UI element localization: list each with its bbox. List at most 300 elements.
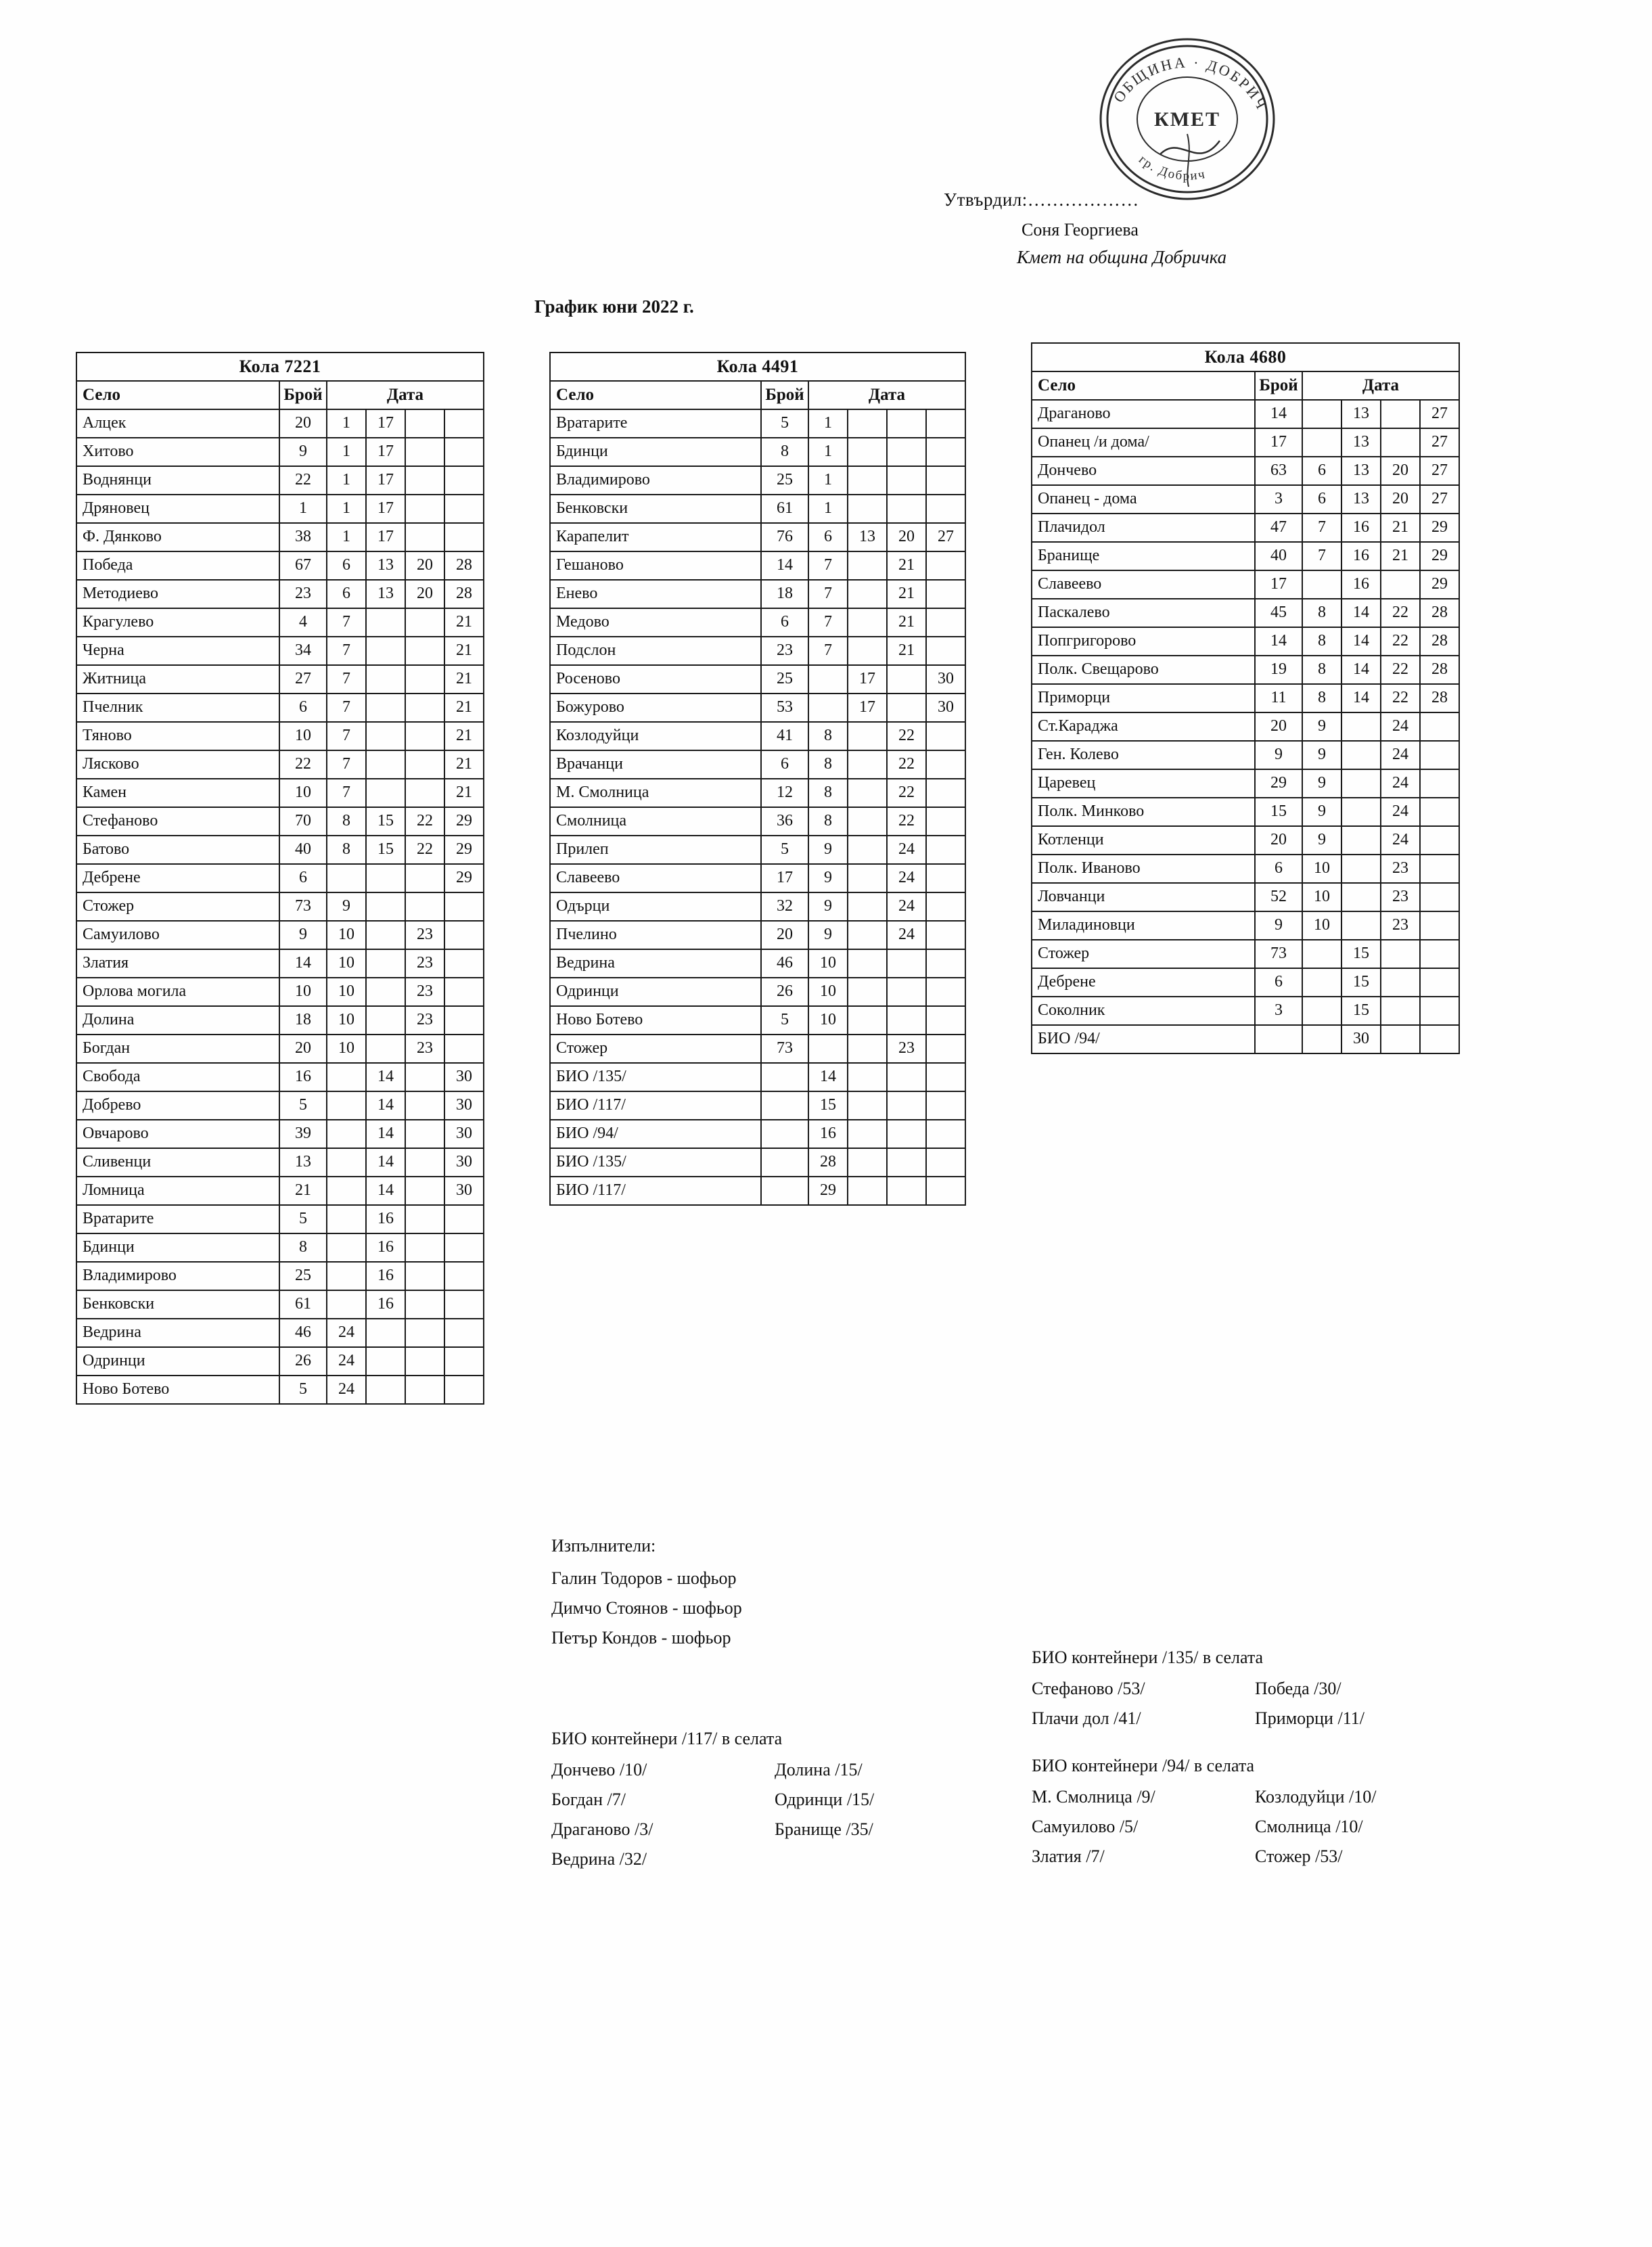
cell-date bbox=[366, 921, 405, 949]
table-row bbox=[76, 409, 484, 438]
bio-117-left: Драганово /3/ bbox=[551, 1819, 653, 1839]
cell-count: 47 bbox=[1255, 514, 1302, 542]
cell-date bbox=[1420, 968, 1459, 997]
cell-date bbox=[405, 694, 444, 722]
table-row bbox=[550, 807, 965, 836]
cell-date: 29 bbox=[444, 864, 484, 892]
cell-date bbox=[1341, 798, 1381, 826]
cell-date bbox=[848, 978, 887, 1006]
cell-date: 21 bbox=[444, 608, 484, 637]
cell-date: 22 bbox=[887, 722, 926, 750]
cell-village: Вратарите bbox=[550, 409, 761, 438]
cell-date bbox=[1381, 1025, 1420, 1053]
cell-village: Ф. Дянково bbox=[76, 523, 279, 551]
cell-date: 22 bbox=[1381, 599, 1420, 627]
cell-date bbox=[327, 864, 366, 892]
cell-count: 45 bbox=[1255, 599, 1302, 627]
bio-94-right: Стожер /53/ bbox=[1255, 1846, 1343, 1866]
cell-village: Ново Ботево bbox=[76, 1376, 279, 1404]
cell-date: 24 bbox=[887, 892, 926, 921]
cell-date bbox=[405, 1148, 444, 1177]
cell-count: 6 bbox=[1255, 968, 1302, 997]
car-title: Кола 4491 bbox=[550, 353, 965, 381]
cell-date bbox=[366, 1319, 405, 1347]
table-row bbox=[550, 1091, 965, 1120]
cell-village: Дебрене bbox=[1032, 968, 1255, 997]
cell-count: 16 bbox=[279, 1063, 327, 1091]
cell-date: 15 bbox=[1341, 940, 1381, 968]
bio-117-row bbox=[551, 1790, 874, 1810]
cell-date: 10 bbox=[327, 921, 366, 949]
cell-date: 6 bbox=[808, 523, 848, 551]
cell-village: Плачидол bbox=[1032, 514, 1255, 542]
cell-date bbox=[327, 1233, 366, 1262]
cell-date: 14 bbox=[1341, 627, 1381, 656]
cell-date bbox=[405, 438, 444, 466]
cell-date bbox=[405, 1376, 444, 1404]
cell-date bbox=[1302, 997, 1341, 1025]
cell-date bbox=[327, 1290, 366, 1319]
cell-date: 14 bbox=[366, 1148, 405, 1177]
cell-date: 8 bbox=[808, 779, 848, 807]
table-row bbox=[76, 921, 484, 949]
cell-count: 5 bbox=[279, 1376, 327, 1404]
cell-count bbox=[761, 1120, 808, 1148]
cell-date bbox=[444, 1262, 484, 1290]
cell-date bbox=[1302, 428, 1341, 457]
bio-117-block bbox=[551, 1729, 874, 1879]
cell-count: 19 bbox=[1255, 656, 1302, 684]
table-row bbox=[1032, 968, 1459, 997]
cell-date bbox=[366, 978, 405, 1006]
cell-count: 10 bbox=[279, 978, 327, 1006]
cell-village: Паскалево bbox=[1032, 599, 1255, 627]
cell-date bbox=[1381, 428, 1420, 457]
cell-village: Ведрина bbox=[550, 949, 761, 978]
bio-117-right: Долина /15/ bbox=[775, 1760, 863, 1779]
cell-date: 10 bbox=[808, 949, 848, 978]
table-row bbox=[1032, 457, 1459, 485]
cell-village: БИО /94/ bbox=[1032, 1025, 1255, 1053]
cell-date: 29 bbox=[444, 836, 484, 864]
cell-date bbox=[405, 608, 444, 637]
table-row bbox=[76, 722, 484, 750]
cell-date bbox=[405, 750, 444, 779]
cell-date: 8 bbox=[808, 750, 848, 779]
cell-count: 8 bbox=[279, 1233, 327, 1262]
cell-date: 17 bbox=[848, 694, 887, 722]
cell-date: 8 bbox=[1302, 684, 1341, 712]
table-row bbox=[76, 1177, 484, 1205]
cell-date bbox=[1341, 883, 1381, 911]
cell-date: 1 bbox=[808, 466, 848, 495]
bio-117-left: Дончево /10/ bbox=[551, 1760, 647, 1779]
cell-date: 22 bbox=[887, 750, 926, 779]
cell-date bbox=[887, 978, 926, 1006]
cell-date: 6 bbox=[1302, 485, 1341, 514]
table-row bbox=[76, 495, 484, 523]
cell-date bbox=[366, 779, 405, 807]
cell-date bbox=[405, 1205, 444, 1233]
cell-date bbox=[1420, 855, 1459, 883]
cell-village: Одринци bbox=[76, 1347, 279, 1376]
cell-date: 9 bbox=[1302, 741, 1341, 769]
cell-date: 6 bbox=[327, 580, 366, 608]
cell-date: 28 bbox=[1420, 656, 1459, 684]
cell-date: 22 bbox=[1381, 656, 1420, 684]
table-row bbox=[76, 1319, 484, 1347]
cell-count bbox=[761, 1063, 808, 1091]
cell-date: 9 bbox=[1302, 826, 1341, 855]
cell-date bbox=[926, 1091, 965, 1120]
cell-date: 10 bbox=[808, 1006, 848, 1035]
cell-date bbox=[926, 836, 965, 864]
cell-count: 14 bbox=[1255, 627, 1302, 656]
cell-count: 1 bbox=[279, 495, 327, 523]
cell-date: 7 bbox=[327, 665, 366, 694]
cell-date bbox=[405, 1319, 444, 1347]
cell-village: Овчарово bbox=[76, 1120, 279, 1148]
cell-date: 27 bbox=[926, 523, 965, 551]
cell-date: 7 bbox=[1302, 514, 1341, 542]
cell-date bbox=[848, 807, 887, 836]
cell-date bbox=[366, 637, 405, 665]
cell-date bbox=[887, 949, 926, 978]
cell-count: 40 bbox=[1255, 542, 1302, 570]
cell-count: 5 bbox=[761, 836, 808, 864]
cell-village: Бранище bbox=[1032, 542, 1255, 570]
table-row bbox=[76, 551, 484, 580]
header-village: Село bbox=[550, 381, 761, 409]
cell-count: 63 bbox=[1255, 457, 1302, 485]
cell-date bbox=[926, 892, 965, 921]
table-row bbox=[76, 1205, 484, 1233]
cell-date bbox=[405, 1091, 444, 1120]
bio-94-row bbox=[1032, 1817, 1376, 1837]
cell-date: 24 bbox=[1381, 712, 1420, 741]
header-date: Дата bbox=[327, 381, 484, 409]
cell-date bbox=[808, 694, 848, 722]
cell-date: 30 bbox=[444, 1148, 484, 1177]
cell-date: 7 bbox=[808, 608, 848, 637]
cell-date bbox=[1420, 883, 1459, 911]
cell-date: 24 bbox=[887, 836, 926, 864]
cell-date: 16 bbox=[808, 1120, 848, 1148]
cell-date: 21 bbox=[887, 580, 926, 608]
cell-count: 6 bbox=[279, 694, 327, 722]
cell-date bbox=[848, 409, 887, 438]
cell-count: 10 bbox=[279, 779, 327, 807]
cell-date bbox=[1341, 911, 1381, 940]
cell-date: 7 bbox=[327, 694, 366, 722]
table-row bbox=[76, 892, 484, 921]
cell-count: 9 bbox=[1255, 911, 1302, 940]
header-count: Брой bbox=[761, 381, 808, 409]
cell-count: 13 bbox=[279, 1148, 327, 1177]
cell-count: 6 bbox=[279, 864, 327, 892]
cell-date bbox=[848, 1091, 887, 1120]
cell-count: 46 bbox=[279, 1319, 327, 1347]
cell-date bbox=[1341, 741, 1381, 769]
cell-date bbox=[887, 466, 926, 495]
cell-date bbox=[848, 1006, 887, 1035]
cell-village: Гешаново bbox=[550, 551, 761, 580]
cell-village: Полк. Свещарово bbox=[1032, 656, 1255, 684]
cell-count: 53 bbox=[761, 694, 808, 722]
cell-date: 23 bbox=[405, 1006, 444, 1035]
approval-block bbox=[944, 189, 1363, 268]
table-row bbox=[1032, 542, 1459, 570]
cell-date: 9 bbox=[1302, 798, 1341, 826]
cell-count: 18 bbox=[279, 1006, 327, 1035]
cell-date: 14 bbox=[1341, 656, 1381, 684]
table-row bbox=[1032, 769, 1459, 798]
table-row bbox=[550, 608, 965, 637]
table-row bbox=[76, 1376, 484, 1404]
cell-count: 22 bbox=[279, 466, 327, 495]
cell-date: 21 bbox=[444, 694, 484, 722]
cell-count: 17 bbox=[761, 864, 808, 892]
bio-135-right: Победа /30/ bbox=[1255, 1679, 1341, 1698]
cell-date bbox=[444, 978, 484, 1006]
cell-count: 25 bbox=[761, 466, 808, 495]
cell-date bbox=[444, 1006, 484, 1035]
cell-date bbox=[327, 1205, 366, 1233]
cell-date bbox=[848, 921, 887, 949]
table-row bbox=[76, 779, 484, 807]
cell-count: 67 bbox=[279, 551, 327, 580]
table-row bbox=[550, 750, 965, 779]
cell-village: Лясково bbox=[76, 750, 279, 779]
cell-date bbox=[327, 1148, 366, 1177]
cell-count: 25 bbox=[761, 665, 808, 694]
cell-count: 14 bbox=[1255, 400, 1302, 428]
cell-date: 30 bbox=[1341, 1025, 1381, 1053]
cell-date: 16 bbox=[366, 1205, 405, 1233]
table-row bbox=[550, 779, 965, 807]
cell-date bbox=[405, 1262, 444, 1290]
cell-date: 16 bbox=[366, 1290, 405, 1319]
cell-count: 40 bbox=[279, 836, 327, 864]
cell-date bbox=[1420, 741, 1459, 769]
cell-date bbox=[366, 864, 405, 892]
table-row bbox=[550, 665, 965, 694]
cell-count: 20 bbox=[279, 409, 327, 438]
cell-count: 70 bbox=[279, 807, 327, 836]
cell-date bbox=[405, 637, 444, 665]
cell-count: 38 bbox=[279, 523, 327, 551]
cell-date bbox=[405, 466, 444, 495]
cell-count: 15 bbox=[1255, 798, 1302, 826]
cell-date bbox=[444, 409, 484, 438]
cell-date: 13 bbox=[848, 523, 887, 551]
cell-date: 24 bbox=[1381, 826, 1420, 855]
cell-date: 7 bbox=[327, 608, 366, 637]
cell-date: 8 bbox=[1302, 627, 1341, 656]
cell-count: 17 bbox=[1255, 570, 1302, 599]
cell-date: 22 bbox=[887, 807, 926, 836]
cell-date bbox=[808, 1035, 848, 1063]
cell-date: 17 bbox=[366, 495, 405, 523]
cell-date bbox=[848, 836, 887, 864]
cell-date: 13 bbox=[366, 580, 405, 608]
cell-date: 29 bbox=[1420, 514, 1459, 542]
cell-date: 16 bbox=[1341, 514, 1381, 542]
cell-date: 1 bbox=[808, 409, 848, 438]
bio-117-right: Бранище /35/ bbox=[775, 1819, 873, 1839]
schedule-table-4491 bbox=[549, 352, 966, 1206]
cell-date: 8 bbox=[1302, 599, 1341, 627]
table-row bbox=[76, 807, 484, 836]
cell-village: Драганово bbox=[1032, 400, 1255, 428]
cell-date bbox=[444, 523, 484, 551]
cell-date: 14 bbox=[1341, 684, 1381, 712]
cell-count: 20 bbox=[279, 1035, 327, 1063]
cell-date: 21 bbox=[444, 779, 484, 807]
cell-date bbox=[1302, 940, 1341, 968]
table-row bbox=[1032, 1025, 1459, 1053]
cell-village: Ломница bbox=[76, 1177, 279, 1205]
cell-date bbox=[926, 1177, 965, 1205]
cell-date bbox=[848, 949, 887, 978]
cell-date: 9 bbox=[327, 892, 366, 921]
table-row bbox=[550, 523, 965, 551]
cell-date: 7 bbox=[1302, 542, 1341, 570]
cell-village: Алцек bbox=[76, 409, 279, 438]
table-row bbox=[550, 495, 965, 523]
header-date: Дата bbox=[808, 381, 965, 409]
cell-date bbox=[1420, 940, 1459, 968]
cell-date bbox=[1381, 997, 1420, 1025]
cell-count: 76 bbox=[761, 523, 808, 551]
cell-date bbox=[926, 779, 965, 807]
bio-117-row bbox=[551, 1760, 874, 1780]
cell-date bbox=[444, 1319, 484, 1347]
cell-date bbox=[887, 1120, 926, 1148]
cell-village: Ново Ботево bbox=[550, 1006, 761, 1035]
cell-date bbox=[366, 608, 405, 637]
cell-date: 7 bbox=[327, 722, 366, 750]
cell-date: 10 bbox=[327, 1006, 366, 1035]
cell-village: Златия bbox=[76, 949, 279, 978]
cell-village: Житница bbox=[76, 665, 279, 694]
cell-date: 15 bbox=[366, 807, 405, 836]
table-row bbox=[1032, 627, 1459, 656]
cell-date bbox=[887, 1091, 926, 1120]
cell-date bbox=[1302, 968, 1341, 997]
bio-135-row bbox=[1032, 1679, 1364, 1699]
bio-94-row bbox=[1032, 1787, 1376, 1807]
bio-117-heading: БИО контейнери /117/ в селата bbox=[551, 1729, 783, 1748]
cell-date: 23 bbox=[405, 978, 444, 1006]
cell-village: Котленци bbox=[1032, 826, 1255, 855]
cell-count: 11 bbox=[1255, 684, 1302, 712]
cell-village: Черна bbox=[76, 637, 279, 665]
table-row bbox=[550, 466, 965, 495]
cell-date bbox=[444, 1035, 484, 1063]
cell-date bbox=[926, 921, 965, 949]
cell-date: 14 bbox=[366, 1120, 405, 1148]
cell-count: 20 bbox=[1255, 712, 1302, 741]
cell-date bbox=[926, 722, 965, 750]
cell-count: 9 bbox=[1255, 741, 1302, 769]
cell-date bbox=[1381, 940, 1420, 968]
cell-date bbox=[405, 864, 444, 892]
cell-date bbox=[926, 551, 965, 580]
cell-count: 39 bbox=[279, 1120, 327, 1148]
cell-date bbox=[1420, 712, 1459, 741]
cell-date: 23 bbox=[887, 1035, 926, 1063]
cell-date: 6 bbox=[327, 551, 366, 580]
cell-village: Славеево bbox=[550, 864, 761, 892]
svg-text:КМЕТ: КМЕТ bbox=[1153, 108, 1221, 131]
table-row bbox=[1032, 428, 1459, 457]
cell-village: Стожер bbox=[550, 1035, 761, 1063]
cell-count: 36 bbox=[761, 807, 808, 836]
table-row bbox=[1032, 684, 1459, 712]
cell-date bbox=[366, 1376, 405, 1404]
cell-date bbox=[405, 1233, 444, 1262]
cell-date bbox=[1381, 968, 1420, 997]
cell-village: Воднянци bbox=[76, 466, 279, 495]
cell-date: 13 bbox=[1341, 428, 1381, 457]
cell-village: БИО /135/ bbox=[550, 1063, 761, 1091]
cell-date bbox=[366, 722, 405, 750]
cell-date bbox=[926, 580, 965, 608]
cell-village: Владимирово bbox=[76, 1262, 279, 1290]
table-row bbox=[76, 1347, 484, 1376]
cell-date bbox=[405, 1347, 444, 1376]
cell-date: 22 bbox=[1381, 684, 1420, 712]
cell-date bbox=[444, 466, 484, 495]
table-row bbox=[550, 892, 965, 921]
table-row bbox=[1032, 855, 1459, 883]
cell-date bbox=[327, 1262, 366, 1290]
bio-135-right: Приморци /11/ bbox=[1255, 1708, 1364, 1728]
table-row bbox=[76, 665, 484, 694]
table-row bbox=[550, 551, 965, 580]
performer-item: Петър Кондов - шофьор bbox=[551, 1628, 731, 1648]
cell-date bbox=[444, 1376, 484, 1404]
cell-date bbox=[848, 892, 887, 921]
cell-village: Прилеп bbox=[550, 836, 761, 864]
cell-village: Самуилово bbox=[76, 921, 279, 949]
car-title: Кола 7221 bbox=[76, 353, 484, 381]
cell-village: Божурово bbox=[550, 694, 761, 722]
cell-count: 23 bbox=[279, 580, 327, 608]
cell-date bbox=[848, 1035, 887, 1063]
cell-date: 13 bbox=[1341, 457, 1381, 485]
cell-date: 24 bbox=[327, 1376, 366, 1404]
cell-date: 13 bbox=[366, 551, 405, 580]
cell-date: 10 bbox=[327, 1035, 366, 1063]
page-title: График юни 2022 г. bbox=[534, 296, 694, 317]
cell-village: Соколник bbox=[1032, 997, 1255, 1025]
cell-date bbox=[405, 665, 444, 694]
cell-date: 10 bbox=[1302, 883, 1341, 911]
cell-date: 17 bbox=[366, 409, 405, 438]
cell-date: 27 bbox=[1420, 428, 1459, 457]
cell-village: Ловчанци bbox=[1032, 883, 1255, 911]
cell-date: 16 bbox=[366, 1262, 405, 1290]
schedule-table-4680 bbox=[1031, 342, 1460, 1054]
cell-date: 22 bbox=[405, 836, 444, 864]
cell-village: Полк. Минково bbox=[1032, 798, 1255, 826]
bio-94-left: Самуилово /5/ bbox=[1032, 1817, 1139, 1836]
cell-date bbox=[405, 722, 444, 750]
cell-date bbox=[848, 637, 887, 665]
cell-date: 21 bbox=[1381, 542, 1420, 570]
